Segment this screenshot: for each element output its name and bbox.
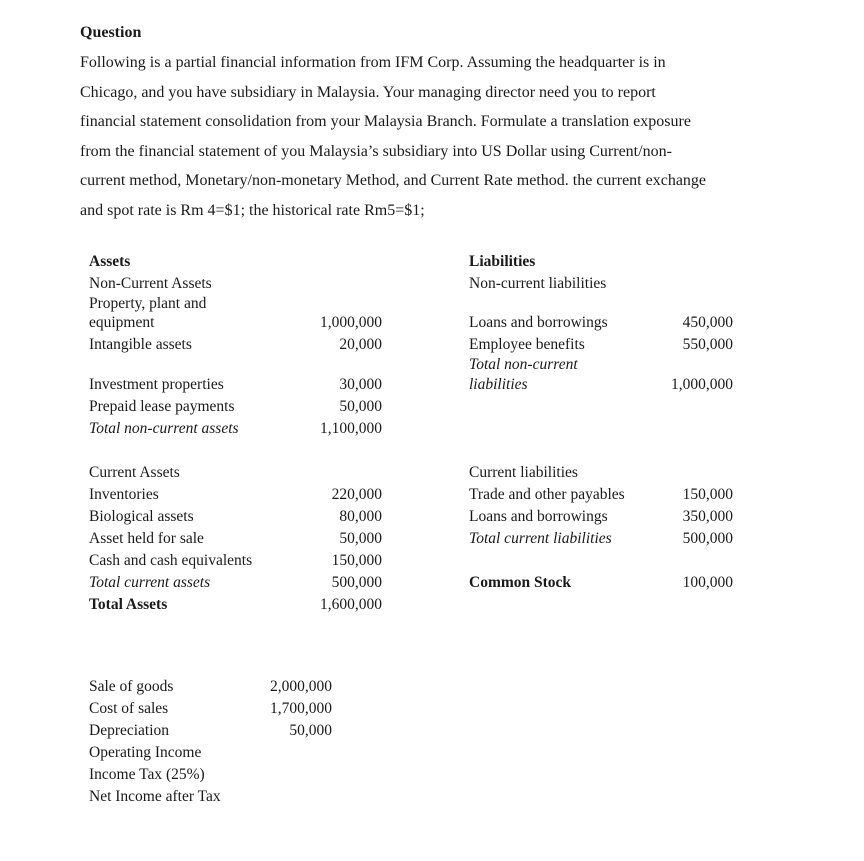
current-loans-value: 350,000: [682, 508, 733, 525]
liabilities-heading: Liabilities: [469, 253, 536, 270]
trade-payables-label: Trade and other payables: [469, 486, 625, 503]
intangible-label: Intangible assets: [89, 336, 192, 353]
assets-heading: Assets: [89, 253, 131, 270]
question-line-2: Chicago, and you have subsidiary in Malaysia. Your managing director need you to report: [80, 83, 656, 101]
held-for-sale-label: Asset held for sale: [89, 530, 204, 547]
investment-value: 30,000: [339, 376, 382, 393]
total-noncurrent-liabilities-label-line2: liabilities: [469, 376, 528, 393]
ppe-label-line2: equipment: [89, 314, 155, 331]
ppe-value: 1,000,000: [320, 314, 382, 331]
total-current-assets-value: 500,000: [331, 574, 382, 591]
depreciation-label: Depreciation: [89, 722, 170, 739]
cost-value: 1,700,000: [270, 700, 332, 717]
sale-value: 2,000,000: [270, 678, 332, 695]
noncurrent-assets-heading: Non-Current Assets: [89, 275, 212, 292]
total-assets-label: Total Assets: [89, 596, 168, 613]
total-assets-value: 1,600,000: [320, 596, 382, 613]
depreciation-value: 50,000: [289, 722, 332, 739]
investment-label: Investment properties: [89, 376, 224, 393]
total-noncurrent-assets-label: Total non-current assets: [89, 420, 239, 437]
total-current-assets-label: Total current assets: [89, 574, 211, 591]
held-for-sale-value: 50,000: [339, 530, 382, 547]
question-line-5: current method, Monetary/non-monetary Method, and Current Rate method. the current exchange: [80, 172, 707, 189]
current-loans-label: Loans and borrowings: [469, 508, 608, 525]
question-line-1: Following is a partial financial information from IFM Corp. Assuming the headquarter is in: [80, 54, 666, 71]
prepaid-label: Prepaid lease payments: [89, 398, 235, 415]
intangible-value: 20,000: [339, 336, 382, 353]
current-assets-heading: Current Assets: [89, 464, 180, 481]
noncurrent-liabilities-heading: Non-current liabilities: [469, 275, 607, 292]
income-tax-label: Income Tax (25%): [89, 766, 205, 783]
total-noncurrent-assets-value: 1,100,000: [320, 420, 382, 437]
inventories-label: Inventories: [89, 486, 159, 503]
net-income-label: Net Income after Tax: [89, 788, 221, 805]
trade-payables-value: 150,000: [682, 486, 733, 503]
loans-label: Loans and borrowings: [469, 314, 608, 331]
operating-income-label: Operating Income: [89, 744, 202, 761]
employee-benefits-label: Employee benefits: [469, 336, 585, 353]
biological-label: Biological assets: [89, 508, 194, 525]
biological-value: 80,000: [339, 508, 382, 525]
question-heading: Question: [80, 24, 142, 41]
question-line-6: and spot rate is Rm 4=$1; the historical rate Rm5=$1;: [80, 201, 425, 219]
common-stock-value: 100,000: [682, 574, 733, 591]
cash-label: Cash and cash equivalents: [89, 552, 253, 569]
question-line-3: financial statement consolidation from your Malaysia Branch. Formulate a translation exposure: [80, 113, 691, 130]
ppe-label-line1: Property, plant and: [89, 295, 207, 312]
question-line-4: from the financial statement of you Malaysia’s subsidiary into US Dollar using Current/non-: [80, 142, 672, 160]
total-noncurrent-liabilities-value: 1,000,000: [671, 376, 733, 393]
employee-benefits-value: 550,000: [682, 336, 733, 353]
current-liabilities-heading: Current liabilities: [469, 464, 578, 481]
total-current-liabilities-label: Total current liabilities: [469, 530, 612, 547]
loans-value: 450,000: [682, 314, 733, 331]
sale-label: Sale of goods: [89, 678, 174, 695]
total-current-liabilities-value: 500,000: [682, 530, 733, 547]
prepaid-value: 50,000: [339, 398, 382, 415]
inventories-value: 220,000: [331, 486, 382, 503]
total-noncurrent-liabilities-label-line1: Total non-current: [469, 356, 578, 373]
common-stock-label: Common Stock: [469, 574, 572, 591]
cost-label: Cost of sales: [89, 700, 169, 717]
cash-value: 150,000: [331, 552, 382, 569]
